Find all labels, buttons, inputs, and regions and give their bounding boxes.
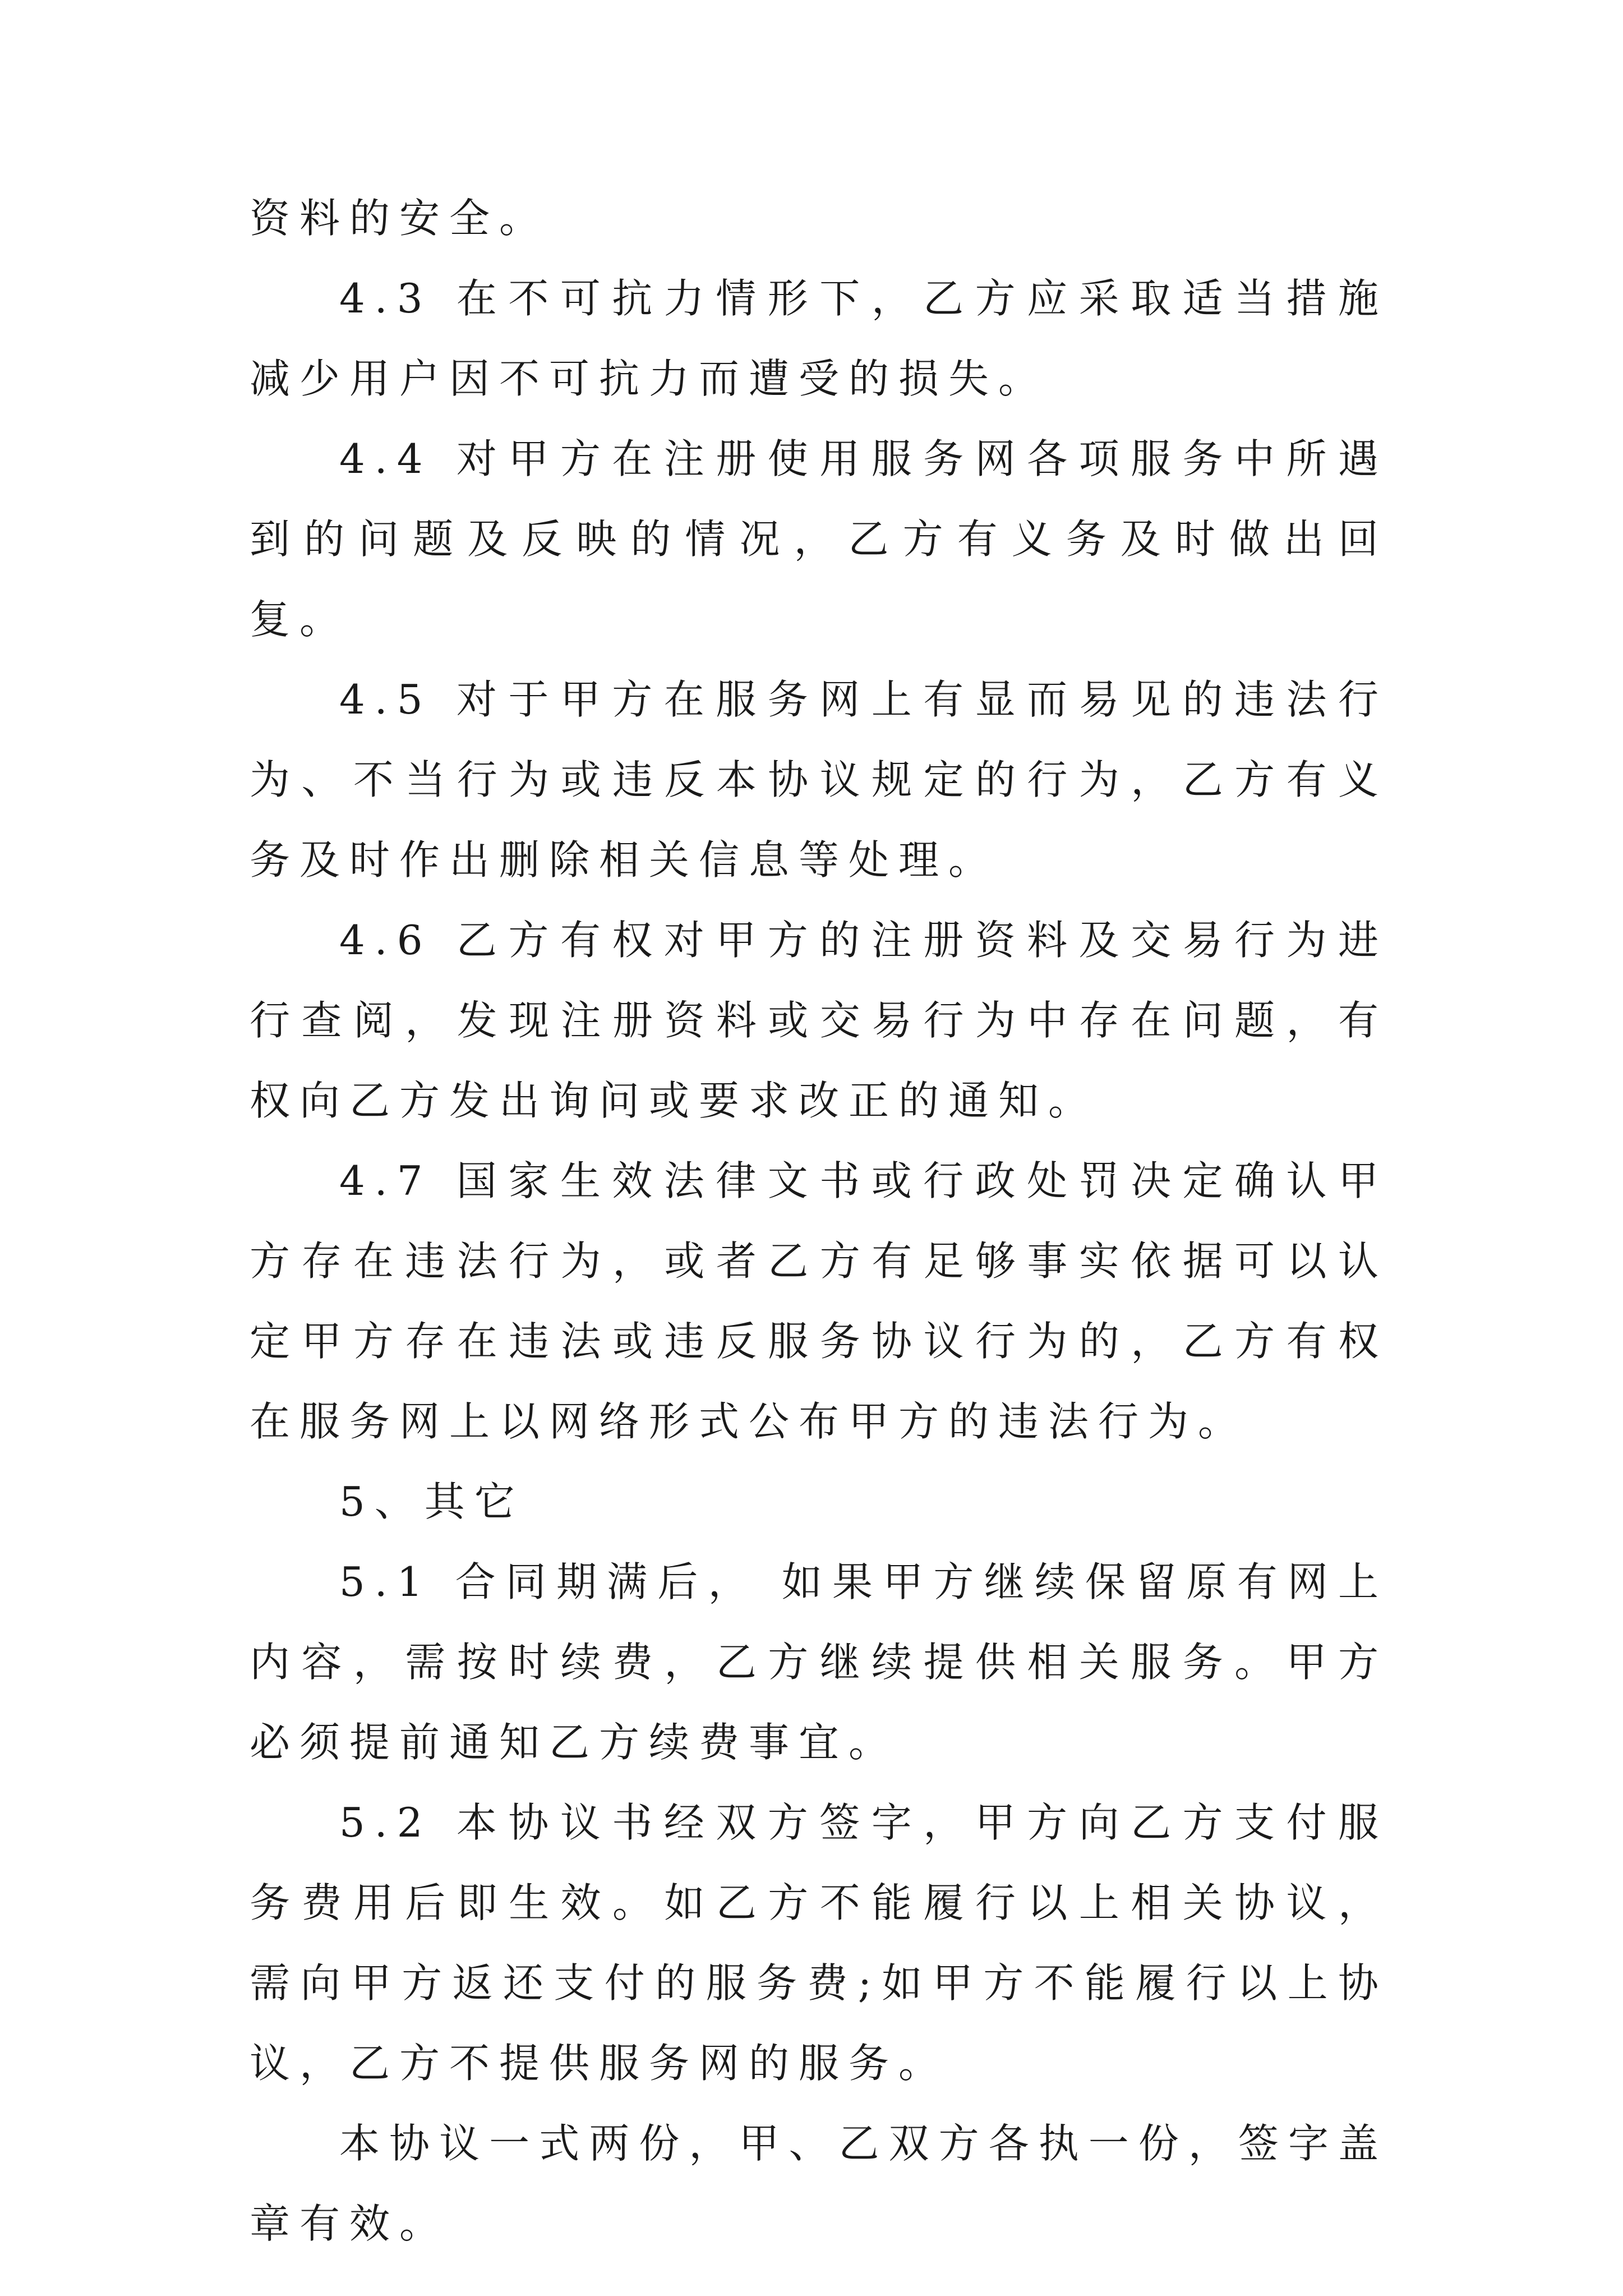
paragraph-4-6: 4.6 乙方有权对甲方的注册资料及交易行为进行查阅，发现注册资料或交易行为中存在问题，有权向乙方发出询问或要求改正的通知。 <box>250 917 1388 1124</box>
paragraph-5-2: 5.2 本协议书经双方签字，甲方向乙方支付服务费用后即生效。如乙方不能履行以上相关协议，需向甲方返还支付的服务费;如甲方不能履行以上协议，乙方不提供服务网的服务。 <box>250 1799 1388 2087</box>
paragraph-5-1: 5.1 合同期满后， 如果甲方继续保留原有网上内容，需按时续费，乙方继续提供相关服务。甲方必须提前通知乙方续费事宜。 <box>250 1558 1388 1766</box>
paragraph-4-5: 4.5 对于甲方在服务网上有显而易见的违法行为、不当行为或违反本协议规定的行为，乙方有义务及时作出删除相关信息等处理。 <box>250 676 1388 884</box>
paragraph-closing: 本协议一式两份，甲、乙双方各执一份，签字盖章有效。 <box>250 2120 1388 2247</box>
paragraph-4-7: 4.7 国家生效法律文书或行政处罚决定确认甲方存在违法行为，或者乙方有足够事实依据可以认定甲方存在违法或违反服务协议行为的，乙方有权在服务网上以网络形式公布甲方的违法行为。 <box>250 1157 1388 1445</box>
paragraph-continuation: 资料的安全。 <box>250 195 550 242</box>
paragraph-4-3: 4.3 在不可抗力情形下，乙方应采取适当措施减少用户因不可抗力而遭受的损失。 <box>250 275 1388 402</box>
section-heading-5: 5、其它 <box>339 1478 524 1525</box>
paragraph-4-4: 4.4 对甲方在注册使用服务网各项服务中所遇到的问题及反映的情况，乙方有义务及时做出回复。 <box>250 435 1388 643</box>
document-body <box>250 178 1388 2264</box>
